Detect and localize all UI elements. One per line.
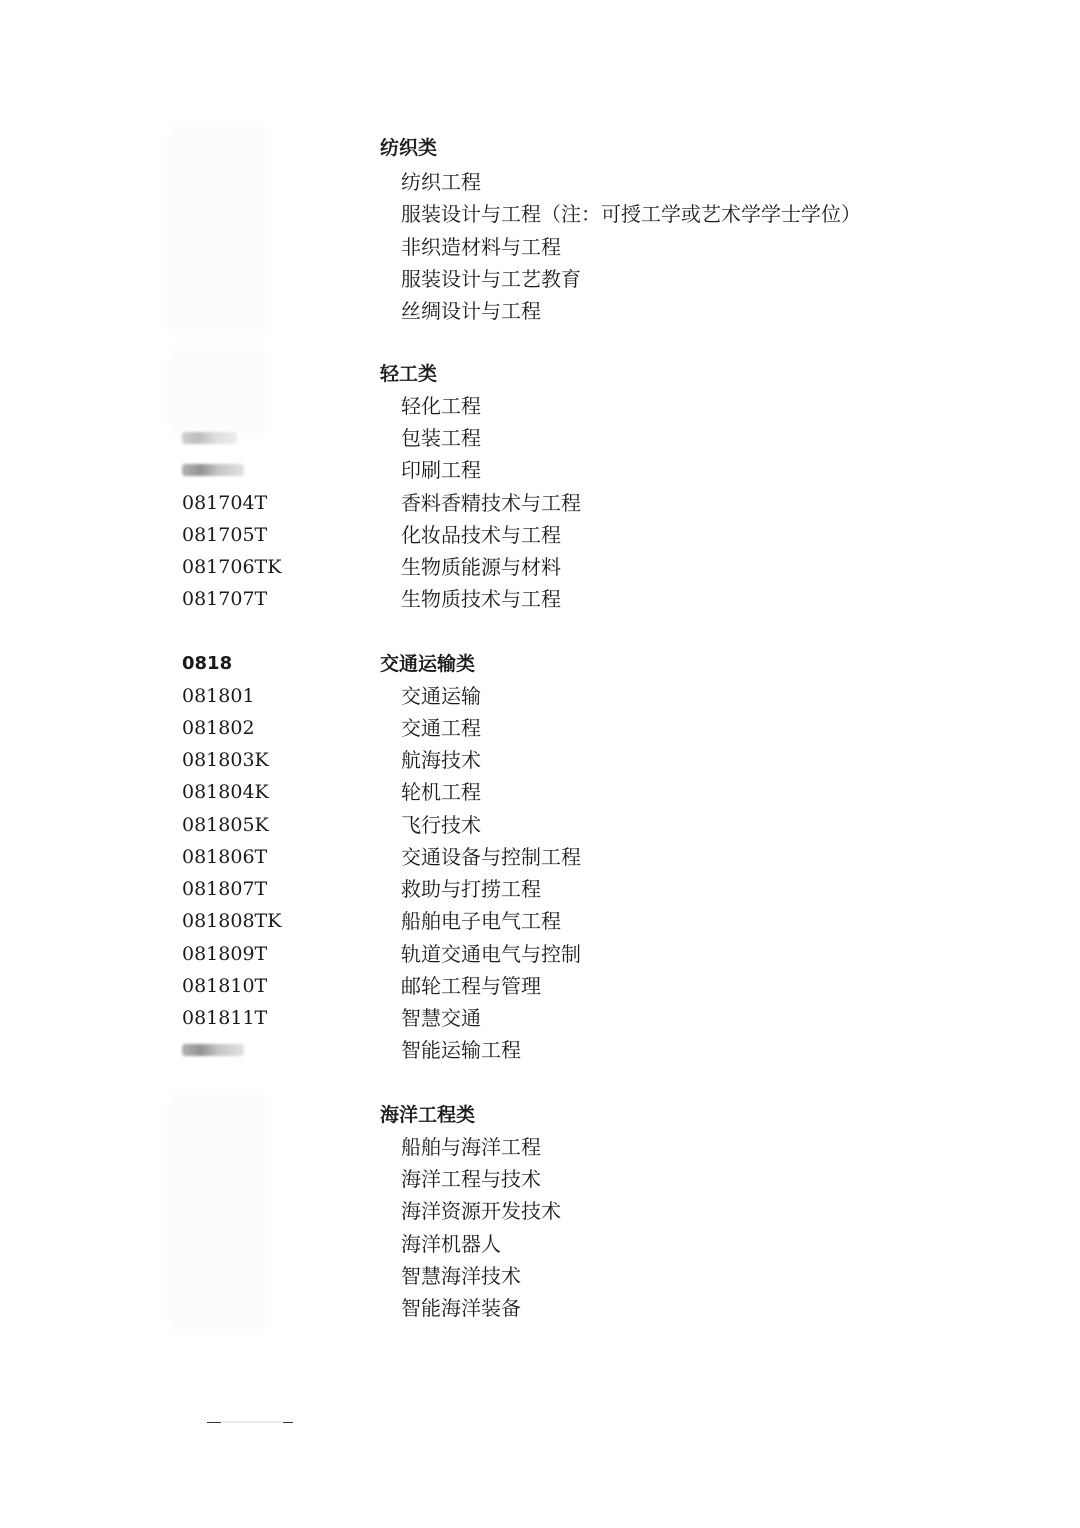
major-row [0, 841, 1080, 873]
major-row [0, 809, 1080, 841]
major-code: 081801 [182, 685, 255, 707]
footer-dash-right [283, 1422, 293, 1423]
major-name: 交通工程 [401, 716, 481, 740]
major-code: 081802 [182, 717, 255, 739]
redacted-code-mark [182, 464, 244, 476]
major-code: 081706TK [182, 556, 282, 578]
major-name: 航海技术 [401, 748, 481, 772]
major-code: 081806T [182, 846, 268, 868]
category-row-textile [0, 132, 1080, 164]
major-code: 081804K [182, 781, 269, 803]
major-name: 化妆品技术与工程 [401, 523, 561, 547]
major-row [0, 519, 1080, 551]
major-name: 交通运输 [401, 684, 481, 708]
category-name: 海洋工程类 [380, 1104, 476, 1126]
major-name: 服装设计与工程（注：可授工学或艺术学学士学位） [401, 202, 861, 226]
major-row [0, 198, 1080, 230]
major-name: 非织造材料与工程 [401, 235, 561, 259]
category-name: 纺织类 [380, 137, 438, 159]
major-row [0, 970, 1080, 1002]
footer-page-number-obscured [222, 1421, 282, 1423]
major-name: 印刷工程 [401, 458, 481, 482]
major-name: 海洋工程与技术 [401, 1167, 541, 1191]
major-name: 智能海洋装备 [401, 1296, 521, 1320]
major-name: 飞行技术 [401, 813, 481, 837]
major-code: 081809T [182, 943, 268, 965]
major-row [0, 680, 1080, 712]
redacted-code-mark [182, 1044, 244, 1056]
major-name: 智能运输工程 [401, 1038, 521, 1062]
category-row-light-industry [0, 358, 1080, 390]
category-name: 轻工类 [380, 363, 438, 385]
major-row [0, 1163, 1080, 1195]
major-row [0, 390, 1080, 422]
major-code: 081811T [182, 1007, 268, 1029]
category-code: 0818 [182, 653, 233, 674]
major-row [0, 776, 1080, 808]
major-row [0, 263, 1080, 295]
major-row [0, 295, 1080, 327]
major-row [0, 938, 1080, 970]
major-row [0, 422, 1080, 454]
major-code: 081803K [182, 749, 269, 771]
major-name: 香料香精技术与工程 [401, 491, 581, 515]
category-name: 交通运输类 [380, 653, 476, 675]
major-row [0, 166, 1080, 198]
major-code: 081810T [182, 975, 268, 997]
major-row [0, 487, 1080, 519]
major-name: 智慧交通 [401, 1006, 481, 1030]
major-row [0, 1034, 1080, 1066]
major-name: 邮轮工程与管理 [401, 974, 541, 998]
major-row [0, 873, 1080, 905]
footer-dash-left [207, 1422, 221, 1423]
major-name: 海洋机器人 [401, 1232, 501, 1256]
major-code: 081704T [182, 492, 268, 514]
major-name: 轨道交通电气与控制 [401, 942, 581, 966]
major-name: 轮机工程 [401, 780, 481, 804]
major-row [0, 454, 1080, 486]
redacted-code-mark [182, 432, 237, 444]
major-row [0, 1292, 1080, 1324]
major-row [0, 551, 1080, 583]
major-row [0, 1131, 1080, 1163]
major-row [0, 744, 1080, 776]
major-code: 081707T [182, 588, 268, 610]
major-name: 交通设备与控制工程 [401, 845, 581, 869]
major-name: 生物质能源与材料 [401, 555, 561, 579]
major-row [0, 583, 1080, 615]
major-name: 智慧海洋技术 [401, 1264, 521, 1288]
major-name: 船舶电子电气工程 [401, 909, 561, 933]
major-name: 丝绸设计与工程 [401, 299, 541, 323]
major-name: 救助与打捞工程 [401, 877, 541, 901]
category-row-transportation [0, 648, 1080, 680]
major-code: 081705T [182, 524, 268, 546]
major-row [0, 1002, 1080, 1034]
major-row [0, 712, 1080, 744]
major-name: 服装设计与工艺教育 [401, 267, 581, 291]
major-row [0, 1260, 1080, 1292]
major-name: 生物质技术与工程 [401, 587, 561, 611]
major-code: 081808TK [182, 910, 282, 932]
major-name: 包装工程 [401, 426, 481, 450]
major-row [0, 231, 1080, 263]
category-row-ocean-engineering [0, 1099, 1080, 1131]
major-row [0, 905, 1080, 937]
major-name: 轻化工程 [401, 394, 481, 418]
major-code: 081805K [182, 814, 269, 836]
major-row [0, 1228, 1080, 1260]
major-name: 纺织工程 [401, 170, 481, 194]
major-name: 海洋资源开发技术 [401, 1199, 561, 1223]
major-row [0, 1195, 1080, 1227]
major-name: 船舶与海洋工程 [401, 1135, 541, 1159]
major-code: 081807T [182, 878, 268, 900]
